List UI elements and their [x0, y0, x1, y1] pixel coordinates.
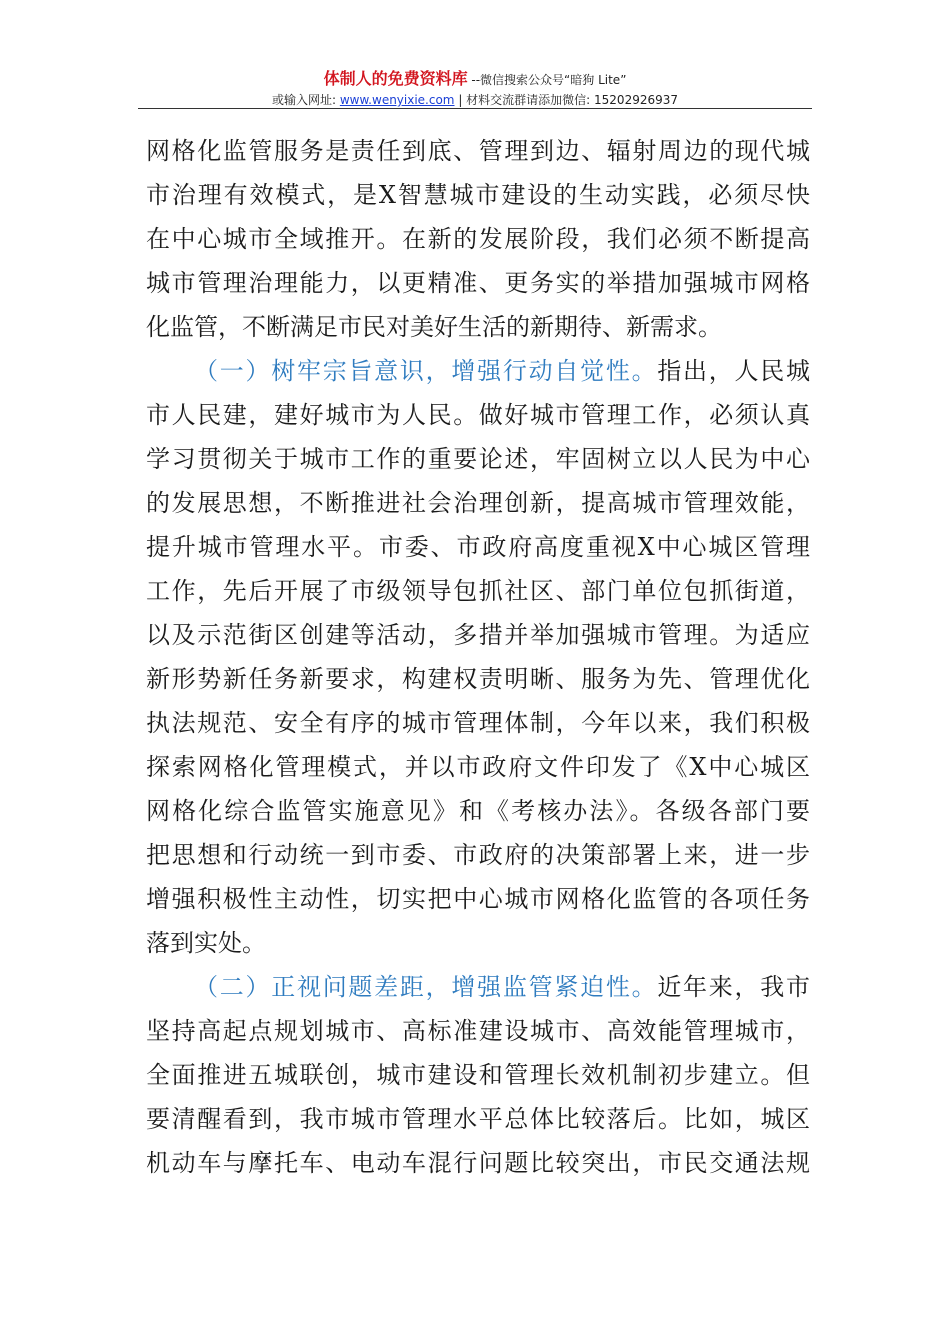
text-line: 机动车与摩托车、电动车混行问题比较突出，市民交通法规 [146, 1149, 810, 1177]
text-line: 探索网格化管理模式，并以市政府文件印发了《X中心城区 [146, 753, 810, 781]
document-body [146, 129, 810, 1185]
text-line: 提升城市管理水平。市委、市政府高度重视X中心城区管理 [146, 533, 810, 561]
text-line: 新形势新任务新要求，构建权责明晰、服务为先、管理优化 [146, 665, 810, 693]
text-line: 城市管理治理能力，以更精准、更务实的举措加强城市网格 [146, 269, 810, 297]
header-contact: | 材料交流群请添加微信: 15202926937 [454, 93, 679, 107]
text-line: 落到实处。 [146, 929, 266, 957]
header-url-prefix: 或输入网址: [271, 93, 340, 107]
text-line: 把思想和行动统一到市委、市政府的决策部署上来，进一步 [146, 841, 810, 869]
section-heading: （一）树牢宗旨意识，增强行动自觉性。 [194, 357, 658, 385]
text-line: 市人民建，建好城市为人民。做好城市管理工作，必须认真 [146, 401, 810, 429]
text-line: 工作，先后开展了市级领导包抓社区、部门单位包抓街道， [146, 577, 810, 605]
text-line: 在中心城市全域推开。在新的发展阶段，我们必须不断提高 [146, 225, 810, 253]
heading-line-rest: 指出，人民城 [657, 357, 810, 385]
text-line: 网格化监管服务是责任到底、管理到边、辐射周边的现代城 [146, 137, 810, 165]
header-brand: 体制人的免费资料库 [323, 69, 468, 88]
header-brand-suffix: --微信搜索公众号“暗狗 Lite” [467, 73, 627, 87]
website-link[interactable]: www.wenyixie.com [339, 93, 455, 107]
header-line-2 [0, 90, 950, 110]
text-line: 市治理有效模式，是X智慧城市建设的生动实践，必须尽快 [146, 181, 810, 209]
section-heading: （二）正视问题差距，增强监管紧迫性。 [194, 973, 658, 1001]
text-line: 全面推进五城联创，城市建设和管理长效机制初步建立。但 [146, 1061, 810, 1089]
paragraph-section-2 [146, 965, 810, 1185]
paragraph-section-1 [146, 349, 810, 965]
text-line: 的发展思想，不断推进社会治理创新，提高城市管理效能， [146, 489, 810, 517]
section-heading-line [146, 965, 810, 1009]
text-line: 学习贯彻关于城市工作的重要论述，牢固树立以人民为中心 [146, 445, 810, 473]
text-line: 网格化综合监管实施意见》和《考核办法》。各级各部门要 [146, 797, 810, 825]
section-heading-line [146, 349, 810, 393]
heading-line-rest: 近年来，我市 [657, 973, 810, 1001]
paragraph-intro [146, 129, 810, 349]
text-line: 坚持高起点规划城市、高标准建设城市、高效能管理城市， [146, 1017, 810, 1045]
text-line: 增强积极性主动性，切实把中心城市网格化监管的各项任务 [146, 885, 810, 913]
page-header [0, 68, 950, 110]
text-line: 以及示范街区创建等活动，多措并举加强城市管理。为适应 [146, 621, 810, 649]
header-line-1 [0, 68, 950, 90]
text-line: 化监管，不断满足市民对美好生活的新期待、新需求。 [146, 313, 722, 341]
text-line: 执法规范、安全有序的城市管理体制，今年以来，我们积极 [146, 709, 810, 737]
header-divider [138, 108, 812, 109]
text-line: 要清醒看到，我市城市管理水平总体比较落后。比如，城区 [146, 1105, 810, 1133]
